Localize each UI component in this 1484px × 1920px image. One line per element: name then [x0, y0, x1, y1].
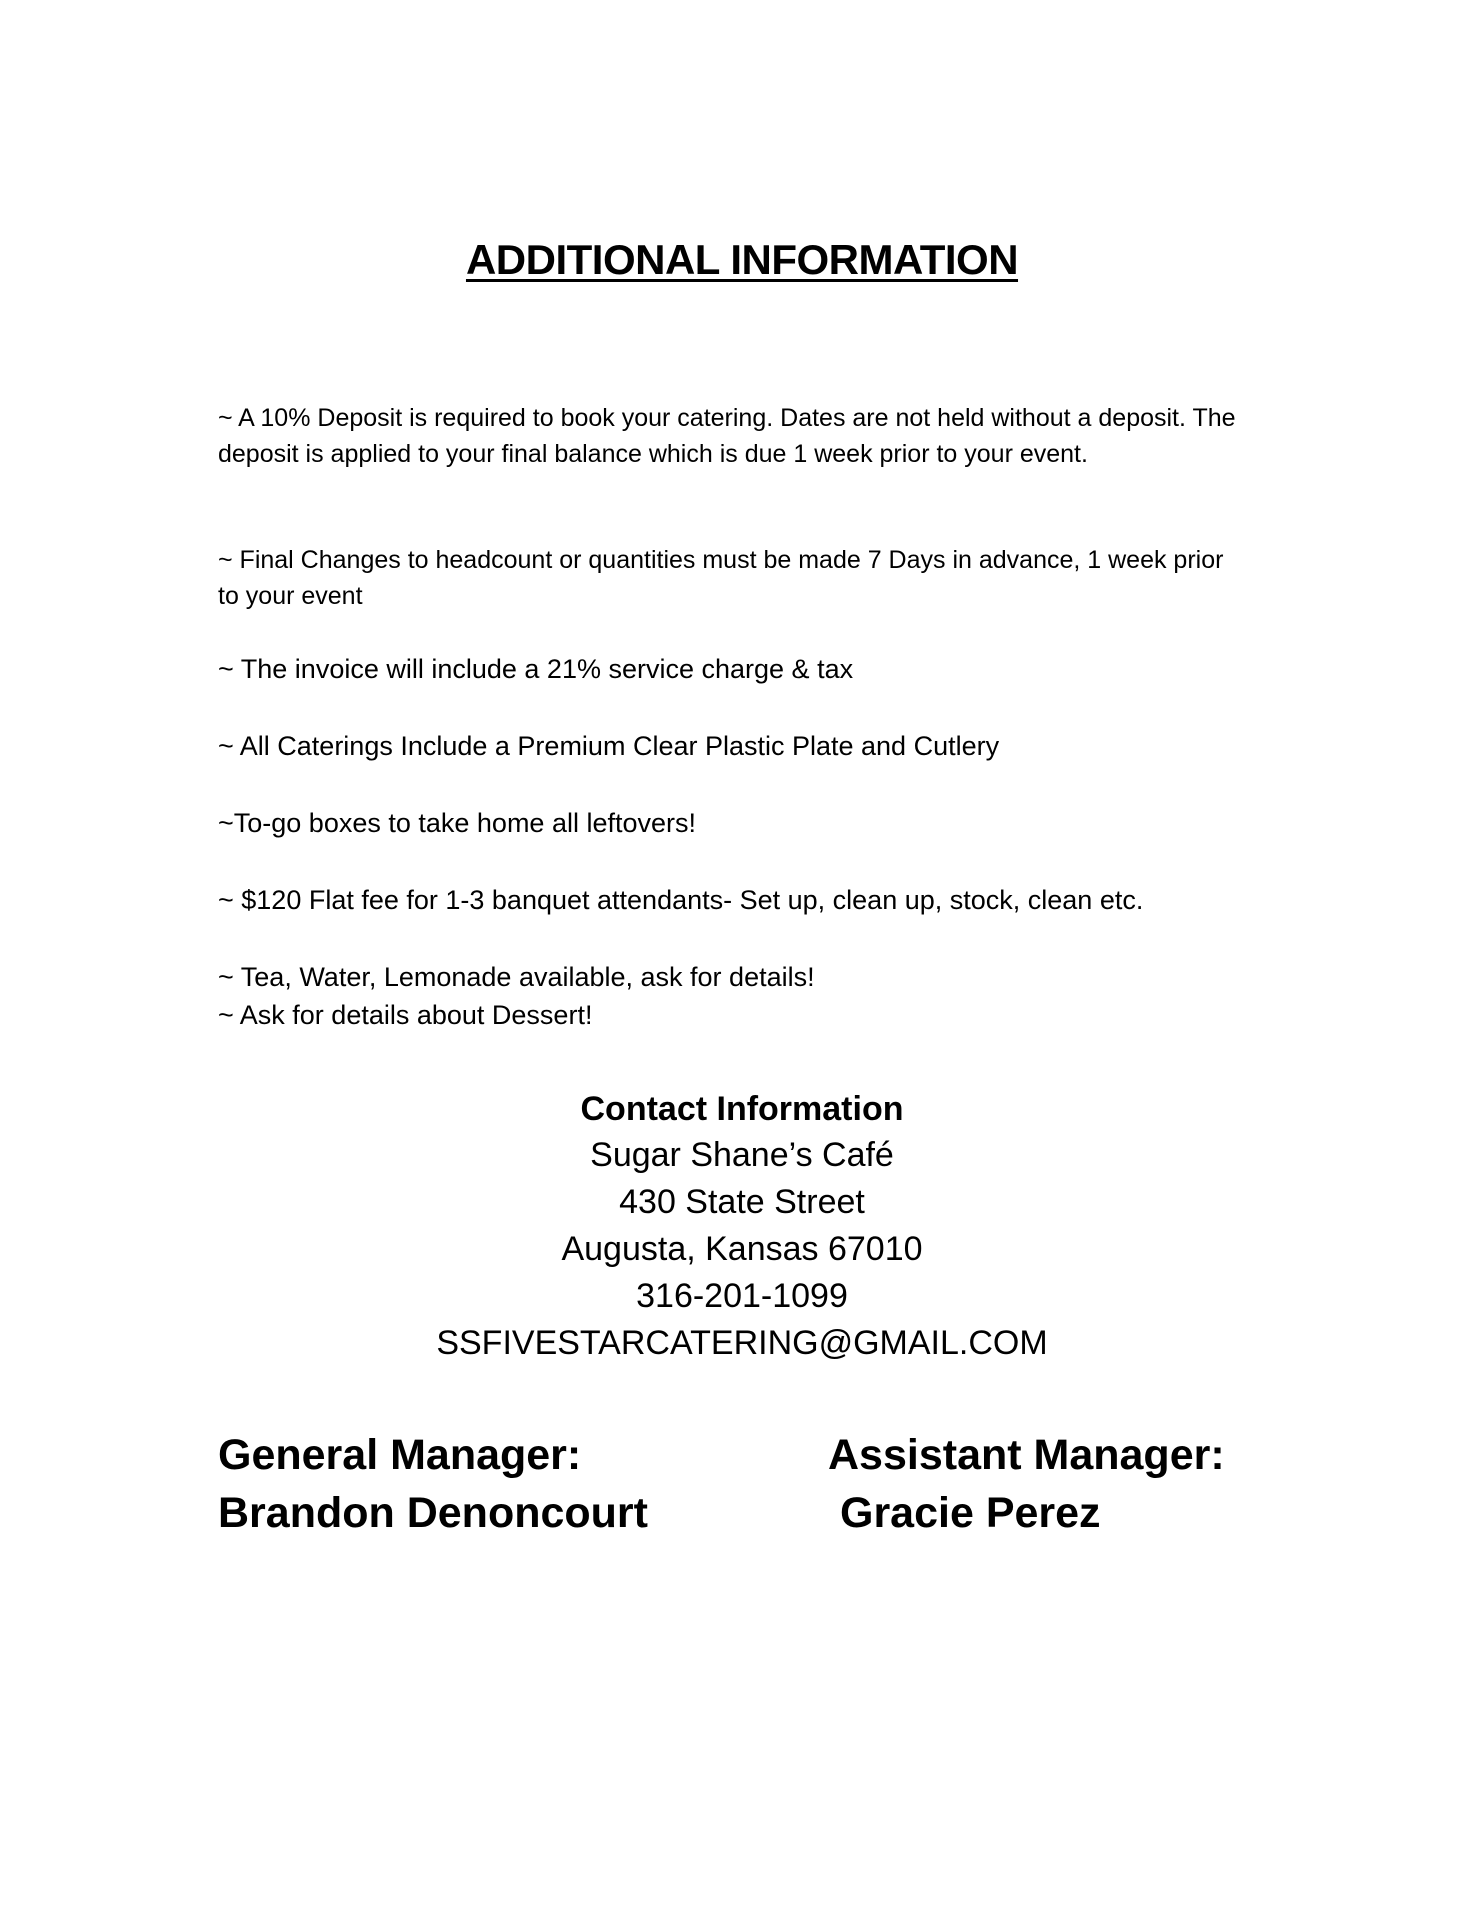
- contact-business-name: Sugar Shane’s Café: [590, 1136, 894, 1174]
- contact-street: 430 State Street: [619, 1183, 865, 1221]
- info-item-cutlery: ~ All Caterings Include a Premium Clear Plastic Plate and Cutlery: [218, 731, 1000, 761]
- info-item-dessert: ~ Ask for details about Dessert!: [218, 1000, 593, 1030]
- assistant-manager-name: Gracie Perez: [840, 1489, 1101, 1537]
- contact-phone: 316-201-1099: [636, 1277, 848, 1315]
- contact-email: SSFIVESTARCATERING@GMAIL.COM: [436, 1324, 1048, 1362]
- general-manager-name: Brandon Denoncourt: [218, 1489, 648, 1537]
- info-item-banquet-fee: ~ $120 Flat fee for 1-3 banquet attendants- Set up, clean up, stock, clean etc.: [218, 885, 1144, 915]
- info-item-final-changes: ~ Final Changes to headcount or quantities must be made 7 Days in advance, 1 week prior to your event: [218, 546, 1224, 610]
- assistant-manager-label: Assistant Manager:: [828, 1431, 1225, 1479]
- page-title: ADDITIONAL INFORMATION: [465, 236, 1019, 283]
- info-item-to-go-boxes: ~To-go boxes to take home all leftovers!: [218, 808, 697, 838]
- general-manager-label: General Manager:: [218, 1431, 582, 1479]
- contact-city: Augusta, Kansas 67010: [561, 1230, 923, 1268]
- contact-heading: Contact Information: [580, 1090, 904, 1128]
- info-item-deposit: ~ A 10% Deposit is required to book your catering. Dates are not held without a deposit. The deposit is applied to your final balance which is due 1 week prior to your event.: [218, 404, 1236, 468]
- info-item-invoice: ~ The invoice will include a 21% service charge & tax: [218, 654, 854, 684]
- info-item-drinks: ~ Tea, Water, Lemonade available, ask for details!: [218, 962, 815, 992]
